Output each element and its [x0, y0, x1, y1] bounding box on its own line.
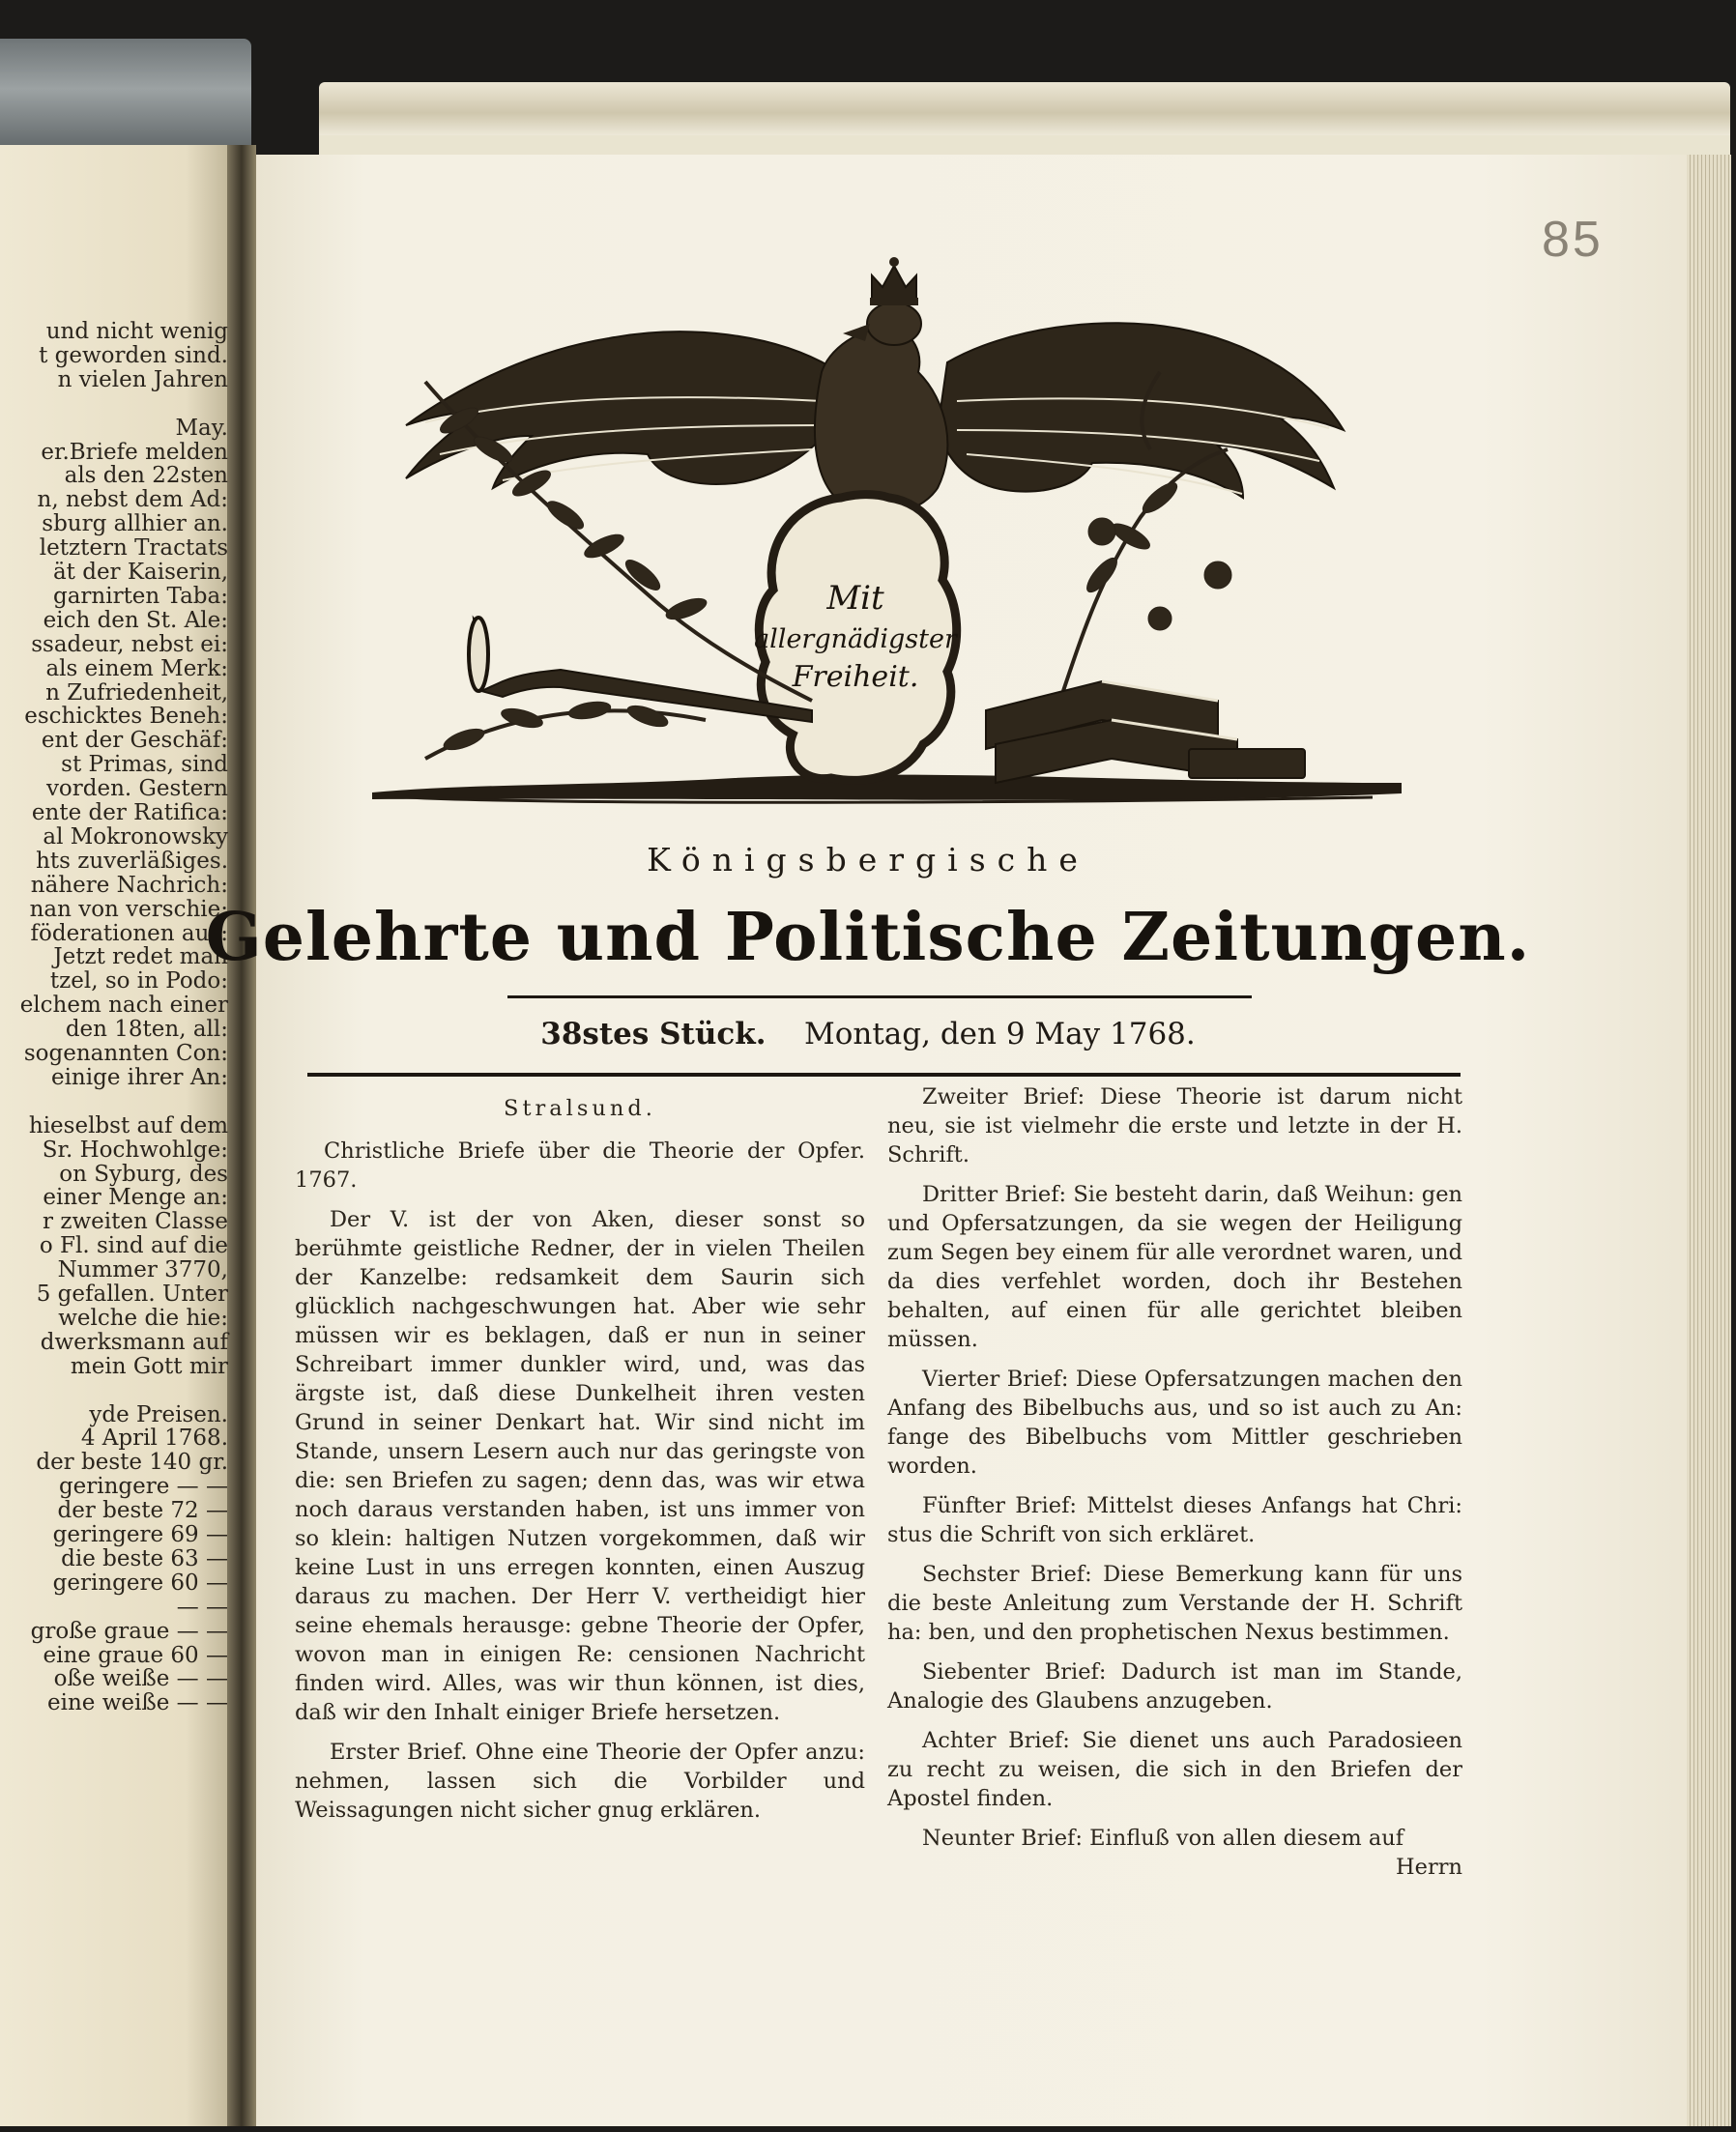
- left-page-line: der beste 72 —: [57, 1498, 228, 1524]
- left-page-line: einer Menge an:: [43, 1185, 228, 1211]
- left-page-line: als einem Merk:: [45, 655, 228, 681]
- left-page-line: tzel, so in Podo:: [49, 968, 228, 994]
- left-page-line: eine weiße — —: [47, 1690, 228, 1716]
- left-page-line: oße weiße — —: [53, 1666, 228, 1692]
- page-edges: [1687, 155, 1731, 2126]
- left-page-line: ent der Geschäf:: [41, 728, 228, 754]
- left-page-line: yde Preisen.: [89, 1401, 228, 1427]
- letter-summary: Fünfter Brief: Mittelst dieses Anfangs hat Chri: stus die Schrift von sich erkläret.: [887, 1493, 1462, 1547]
- motto-line-2: allergnädigster: [754, 624, 957, 654]
- left-page-line: al Mokronowsky: [43, 823, 228, 850]
- left-page-line: o Fl. sind auf die: [39, 1233, 228, 1259]
- left-page-line: Jetzt redet man: [53, 944, 228, 970]
- left-page-line: die beste 63 —: [61, 1545, 228, 1571]
- eagle-crest-woodcut: [367, 256, 1411, 817]
- article-column-right: [887, 1082, 1462, 1882]
- masthead-kicker: Königsbergische: [647, 841, 1089, 879]
- review-paragraph: Der V. ist der von Aken, dieser sonst so berühmte geistliche Redner, der in vielen Theilen der Kanzelbe: redsamkeit dem Saurin sich glücklich nachgeschwungen hat. Aber wie sehr müssen wir es beklagen, daß er nun in seiner Schreibart immer dunkler wird, und, was das ärgste ist, daß diese Dunkelheit ihren vesten Grund in seiner Denkart hat. Wir sind nicht im Stande, unsern Lesern auch nur das geringste von die: sen Briefen zu sagen; denn das, was wir etwa noch daraus verstanden haben, ist uns immer von so klein: haltigen Nutzen vorgekommen, daß wir keine Lust in uns erregen konnten, einen Auszug daraus zu machen. Der Herr V. vertheidigt hier seine ehemals herausge: gebne Theorie der Opfer, wovon man in einigen Re: censionen Nachricht finden wird. Alles, was wir thun können, ist dies, daß wir den Inhalt einiger Briefe hersetzen.: [295, 1207, 865, 1725]
- left-page-line: ssadeur, nebst ei:: [31, 631, 228, 657]
- header-rule: [307, 1073, 1461, 1077]
- masthead-title: Gelehrte und Politische Zeitungen.: [205, 899, 1531, 976]
- letter-summary: Dritter Brief: Sie besteht darin, daß Weihun: gen und Opfersatzungen, da sie wegen der Heiligung zum Segen bey einem für alle verordnet waren, und da dies verfehlet worden, doch ihr Bestehen behalten, auf einen für alle gerichtet bleiben müssen.: [887, 1182, 1462, 1352]
- issue-line: [0, 1017, 1736, 1052]
- letter-summary: Vierter Brief: Diese Opfersatzungen machen den Anfang des Bibelbuchs aus, und so ist auch zu An: fange des Bibelbuchs vom Mittler geschrieben worden.: [887, 1367, 1462, 1479]
- left-page-line: geringere 69 —: [52, 1522, 228, 1547]
- book-gutter: [227, 145, 256, 2126]
- left-page-line: letztern Tractats: [39, 535, 228, 562]
- letter-summary: Neunter Brief: Einfluß von allen diesem auf: [922, 1826, 1404, 1851]
- letter-summary: Siebenter Brief: Dadurch ist man im Stande, Analogie des Glaubens anzugeben.: [887, 1659, 1462, 1714]
- left-page-line: ät der Kaiserin,: [52, 560, 228, 585]
- left-page-line: — —: [176, 1594, 228, 1620]
- left-page-line: elchem nach einer: [19, 993, 228, 1019]
- left-page-line: mein Gott mir: [70, 1353, 228, 1379]
- left-page-line: vorden. Gestern: [45, 776, 228, 802]
- left-page-line: als den 22sten: [64, 463, 228, 489]
- left-page-line: geringere 60 —: [52, 1570, 228, 1596]
- left-page-line: eich den St. Ale:: [43, 607, 228, 633]
- left-page-line: n Zufriedenheit,: [45, 679, 228, 706]
- left-page-line: der beste 140 gr.: [36, 1450, 228, 1476]
- left-page-line: sogenannten Con:: [23, 1041, 228, 1066]
- left-page-line: Sr. Hochwohlge:: [42, 1137, 228, 1163]
- left-page-line: dwerksmann auf: [40, 1329, 228, 1355]
- left-page-line: on Syburg, des: [59, 1161, 228, 1187]
- issue-date: Montag, den 9 May 1768.: [803, 1017, 1196, 1052]
- page-number: 85: [1542, 212, 1604, 268]
- left-page-line: n vielen Jahren: [57, 366, 228, 392]
- left-page-line: hieselbst auf dem: [28, 1112, 228, 1138]
- left-page-line: welche die hie:: [58, 1305, 228, 1331]
- crown-icon: [870, 257, 918, 305]
- left-page-line: einige ihrer An:: [50, 1064, 228, 1090]
- title-rule: [507, 995, 1252, 998]
- review-heading: Christliche Briefe über die Theorie der Opfer. 1767.: [295, 1138, 865, 1193]
- left-page-line: nähere Nachrich:: [30, 872, 228, 898]
- left-page-line: garnirten Taba:: [52, 583, 228, 609]
- catchword: Herrn: [1396, 1855, 1462, 1880]
- left-page-line: sburg allhier an.: [42, 511, 228, 537]
- left-page-line: n, nebst dem Ad:: [37, 487, 228, 513]
- left-page-line: May.: [175, 415, 228, 441]
- left-page-line: t geworden sind.: [39, 342, 228, 368]
- left-page-line: ente der Ratifica:: [31, 800, 228, 825]
- left-page-line: föderationen aus:: [30, 920, 228, 946]
- issue-number: 38stes Stück.: [540, 1017, 767, 1052]
- motto-line-1: Mit: [826, 579, 884, 618]
- left-page-line: große graue — —: [30, 1618, 228, 1644]
- page-stack-edge: [319, 135, 1730, 155]
- left-page-line: Nummer 3770,: [57, 1257, 228, 1283]
- left-page-line: eine graue 60 —: [43, 1642, 228, 1668]
- letter-summary: Sechster Brief: Diese Bemerkung kann für uns die beste Anleitung zum Verstande der H. Schrift ha: ben, und den prophetischen Nexus bestimmen.: [887, 1562, 1462, 1645]
- left-page-line: den 18ten, all:: [65, 1017, 228, 1043]
- left-page-line: und nicht wenig: [45, 319, 228, 344]
- letter-summary: Erster Brief. Ohne eine Theorie der Opfer anzu: nehmen, lassen sich die Vorbilder und Weissagungen nicht sicher gnug erklären.: [295, 1740, 865, 1823]
- motto-line-3: Freiheit.: [792, 660, 919, 694]
- left-page-line: 4 April 1768.: [80, 1426, 228, 1452]
- left-page-line: r zweiten Classe: [43, 1209, 228, 1235]
- article-column-left: [295, 1094, 865, 1835]
- left-page-line: st Primas, sind: [61, 752, 228, 778]
- left-page-line: eschicktes Beneh:: [24, 704, 228, 730]
- left-page-line: hts zuverläßiges.: [36, 848, 228, 874]
- letter-summary: Achter Brief: Sie dienet uns auch Paradosieen zu recht zu weisen, die sich in den Briefen der Apostel finden.: [887, 1728, 1462, 1811]
- letter-summary: Zweiter Brief: Diese Theorie ist darum nicht neu, sie ist vielmehr die erste und letzte in der H. Schrift.: [887, 1084, 1462, 1167]
- books-icon: [986, 681, 1305, 783]
- left-page-line: geringere — —: [58, 1474, 228, 1500]
- dateline: Stralsund.: [504, 1096, 656, 1121]
- left-page-line: 5 gefallen. Unter: [36, 1282, 228, 1307]
- left-page-line: nan von verschie:: [29, 896, 228, 922]
- left-page-line: er.Briefe melden: [41, 439, 228, 465]
